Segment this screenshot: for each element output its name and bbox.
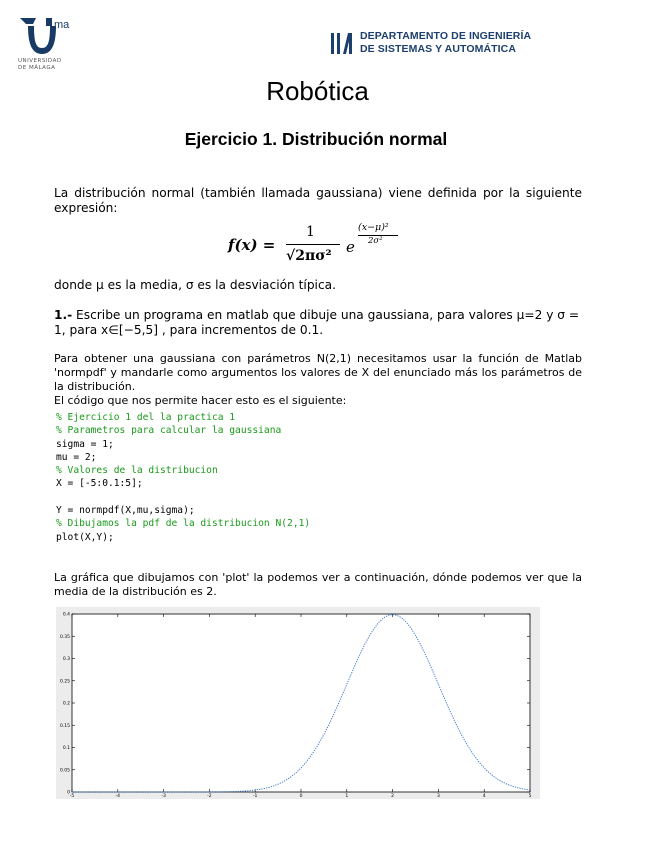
answer-paragraph: Para obtener una gaussiana con parámetros N(2,1) necesitamos usar la función de Matlab 'normpdf' y mandarle como argumentos los valores de X del enunciado más los parámetros de la distribución. <box>54 352 582 393</box>
question-text: Escribe un programa en matlab que dibuje una gaussiana, para valores μ=2 y σ = 1, para x∈[−5,5] , para incrementos de 0.1. <box>54 308 580 337</box>
code-comment-1: % Ejercicio 1 del la practica 1 <box>56 412 236 423</box>
intro-paragraph: La distribución normal (también llamada gaussiana) viene definida por la siguiente expresión: <box>54 186 582 215</box>
question-1 <box>54 308 582 338</box>
y-tick-label: 0.2 <box>62 701 70 707</box>
y-tick-label: 0.25 <box>59 679 70 685</box>
y-tick-label: 0 <box>67 790 70 796</box>
uma-logo-line1: UNIVERSIDAD <box>18 58 62 64</box>
x-tick-label: 1 <box>345 794 349 799</box>
code-line-y: Y = normpdf(X,mu,sigma); <box>56 505 195 517</box>
formula-denominator: √2πσ² <box>286 248 332 264</box>
exercise-title: Ejercicio 1. Distribución normal <box>184 129 448 149</box>
department-logo <box>330 30 354 56</box>
uma-logo-mark: ma <box>54 19 70 31</box>
code-line-mu: mu = 2; <box>56 451 97 463</box>
x-tick-label: 4 <box>482 794 486 799</box>
y-tick-label: 0.3 <box>62 657 70 662</box>
plot-axes-box <box>72 614 530 792</box>
y-tick-label: 0.1 <box>62 746 70 751</box>
x-tick-label: 5 <box>528 794 532 799</box>
department-line1: DEPARTAMENTO DE INGENIERÍA <box>360 30 532 42</box>
x-tick-label: 2 <box>391 794 395 799</box>
y-tick-label: 0.05 <box>59 768 70 774</box>
x-tick-label: -3 <box>161 794 166 799</box>
code-comment-2: % Parametros para calcular la gaussiana <box>56 425 282 437</box>
gaussian-plot <box>56 607 540 799</box>
code-intro: El código que nos permite hacer esto es el siguiente: <box>54 394 347 407</box>
department-line2: DE SISTEMAS Y AUTOMÁTICA <box>360 43 517 55</box>
formula-lhs: f(x) = <box>228 236 276 254</box>
code-line-x: X = [-5:0.1:5]; <box>56 478 143 490</box>
formula-base: e <box>346 238 355 256</box>
formula-fraction-bar <box>286 244 340 245</box>
page-title: Robótica <box>266 76 369 106</box>
x-tick-label: -5 <box>69 794 75 799</box>
code-comment-3: % Valores de la distribucion <box>56 465 218 477</box>
x-tick-label: -2 <box>207 794 212 799</box>
y-tick-label: 0.4 <box>62 612 70 618</box>
formula-exponent-numerator: (x−μ)² <box>358 222 389 233</box>
y-tick-label: 0.15 <box>59 723 70 729</box>
code-line-plot: plot(X,Y); <box>56 531 114 543</box>
formula-explanation: donde μ es la media, σ es la desviación típica. <box>54 278 336 292</box>
formula-numerator: 1 <box>306 224 315 240</box>
plot-paragraph: La gráfica que dibujamos con 'plot' la podemos ver a continuación, dónde podemos ver que la media de la distribución es 2. <box>54 571 582 598</box>
uma-logo-caption <box>18 58 62 72</box>
question-number: 1.- <box>54 308 73 322</box>
matlab-code-block <box>56 411 310 544</box>
x-tick-label: 0 <box>299 794 303 799</box>
code-comment-4: % Dibujamos la pdf de la distribucion N(2,1) <box>56 518 311 530</box>
x-tick-label: -1 <box>252 794 258 799</box>
code-line-sigma: sigma = 1; <box>56 438 114 450</box>
department-header <box>330 30 531 56</box>
uma-logo-line2: DE MÁLAGA <box>18 65 56 71</box>
y-tick-label: 0.35 <box>59 634 70 640</box>
x-tick-label: 3 <box>436 794 440 799</box>
formula-exponent-denominator: 2σ² <box>368 236 383 246</box>
x-tick-label: -4 <box>115 794 121 799</box>
